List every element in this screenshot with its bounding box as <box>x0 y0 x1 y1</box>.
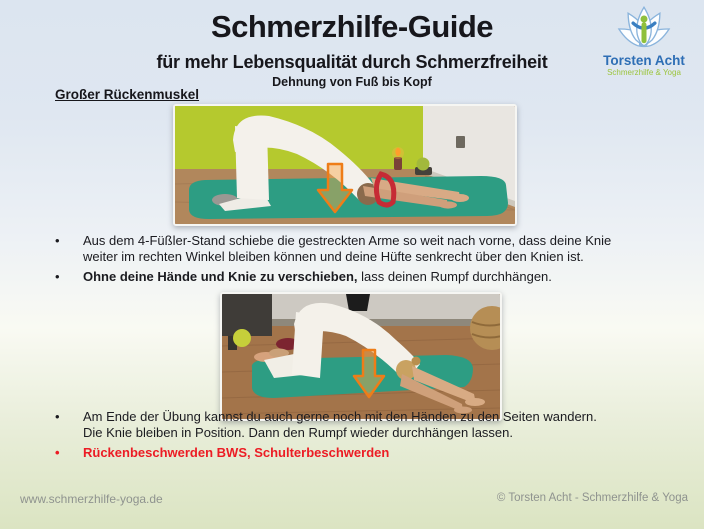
bullet-marker: • <box>55 445 60 461</box>
brand-tagline: Schmerzhilfe & Yoga <box>607 68 681 77</box>
bullet-text: weiter im rechten Winkel bleiben können und deine Hüfte senkrecht über den Knien ist. <box>83 248 584 264</box>
photo1-green-ball <box>417 158 430 171</box>
list-item <box>55 409 660 440</box>
photo2-black-pot <box>346 294 370 311</box>
section-heading: Großer Rückenmuskel <box>55 87 200 102</box>
photo2-furniture <box>222 294 272 336</box>
list-item <box>55 233 660 264</box>
bullet-marker: • <box>55 269 60 285</box>
list-item <box>55 269 660 285</box>
footer-website: www.schmerzhilfe-yoga.de <box>20 492 163 506</box>
bullet-text: Die Knie bleiben in Position. Dann den Rumpf wieder durchhängen lassen. <box>83 424 513 440</box>
lotus-figure-icon <box>598 4 690 54</box>
bullet-list-top <box>55 233 660 290</box>
bullet-list-bottom <box>55 409 660 466</box>
bullet-marker: • <box>55 409 60 424</box>
page-subtitle: für mehr Lebensqualität durch Schmerzfreiheit <box>156 52 548 72</box>
figure-head <box>640 15 647 22</box>
bullet-text: Aus dem 4-Füßler-Stand schiebe die gestreckten Arme so weit nach vorne, dass deine Knie <box>83 233 612 248</box>
bullet-text: Am Ende der Übung kannst du auch gerne noch mit den Händen zu den Seiten wandern. <box>83 409 597 424</box>
footer-copyright: © Torsten Acht - Schmerzhilfe & Yoga <box>496 492 688 504</box>
exercise-photo-bottom <box>220 292 502 421</box>
page-tagline: Dehnung von Fuß bis Kopf <box>272 75 432 89</box>
brand-name: Torsten Acht <box>603 53 685 68</box>
photo2-green-ball <box>233 329 251 347</box>
bullet-text: lass deinen Rumpf durchhängen. <box>357 269 552 285</box>
photo1-wall-socket <box>456 136 465 148</box>
bullet-text-bold: Ohne deine Hände und Knie zu verschieben, <box>83 269 358 285</box>
page-title: Schmerzhilfe-Guide <box>210 9 494 44</box>
bullet-marker: • <box>55 233 60 248</box>
photo1-candle-flame <box>395 148 400 156</box>
brand-logo <box>589 4 699 78</box>
list-item-highlight <box>55 445 660 461</box>
exercise-photo-top <box>173 104 517 226</box>
bullet-text-red: Rückenbeschwerden BWS, Schulterbeschwerden <box>83 445 390 461</box>
